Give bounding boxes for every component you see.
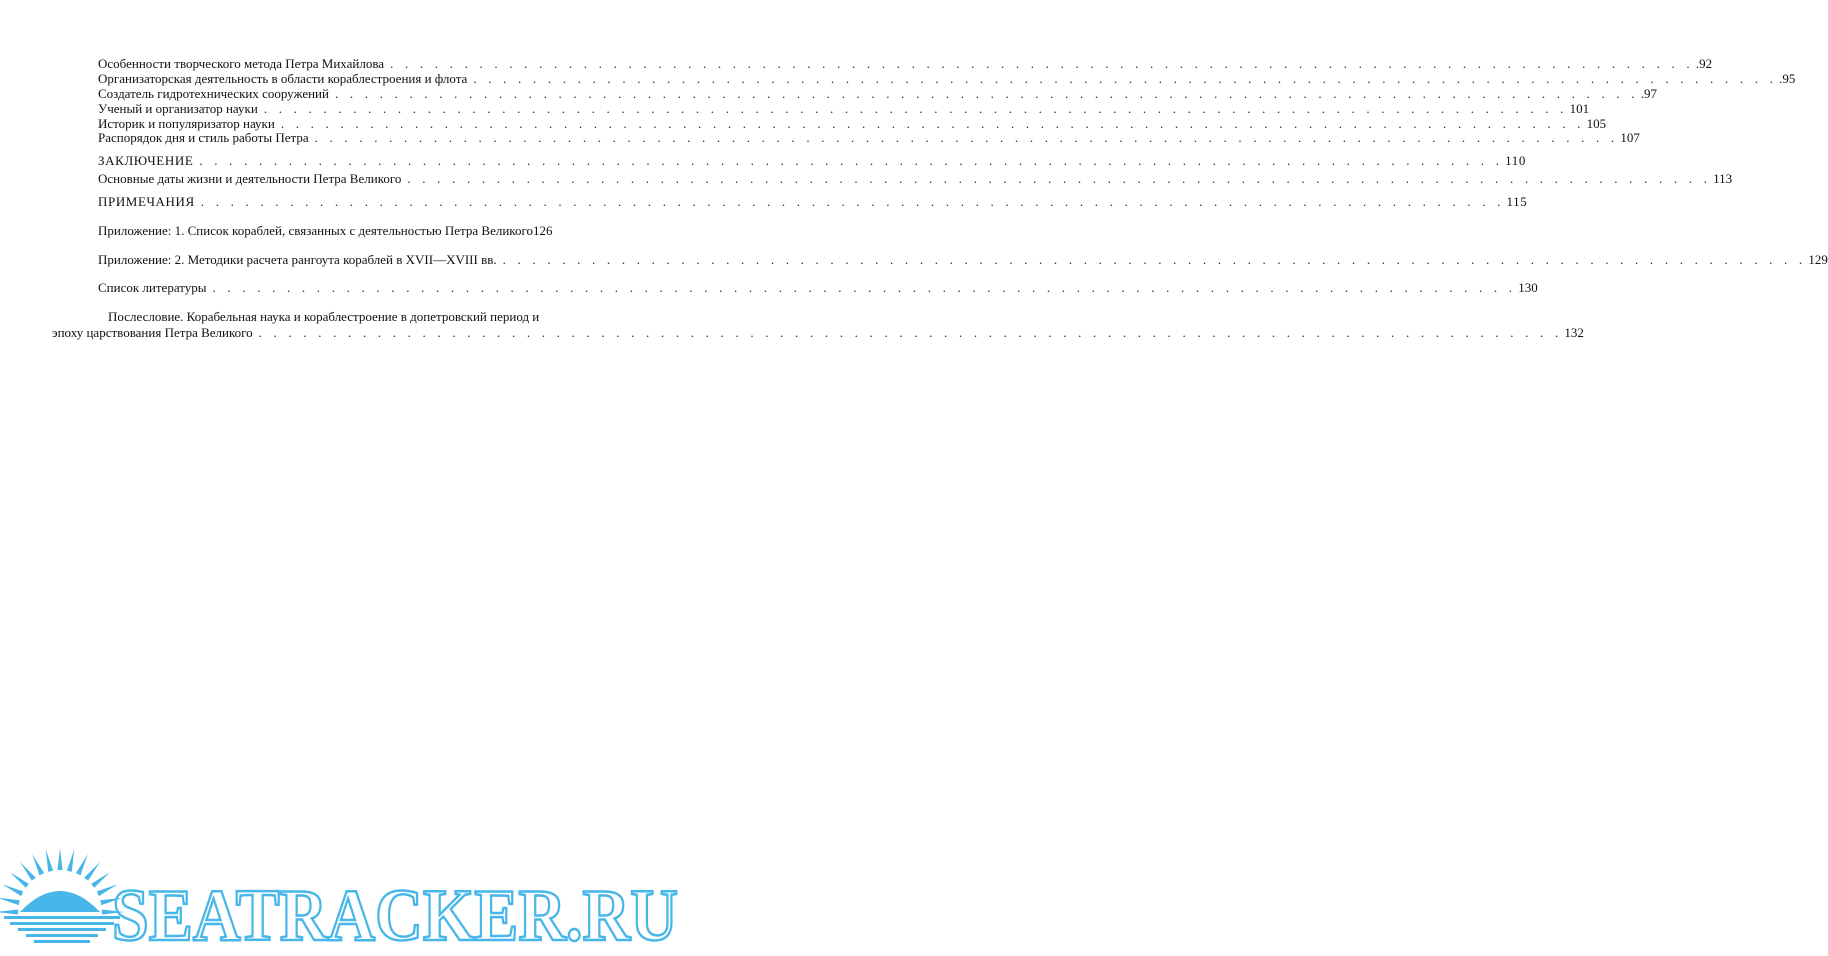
toc-heading-notes xyxy=(98,194,1528,209)
toc-entry xyxy=(98,223,590,238)
toc-entry-page: 110 xyxy=(1505,153,1526,168)
toc-entry-title: ЗАКЛЮЧЕНИЕ xyxy=(98,153,194,168)
toc-entry-title: эпоху царствования Петра Великого xyxy=(52,325,253,340)
toc-dot-leader xyxy=(335,86,1639,101)
toc-entry xyxy=(98,171,1733,186)
toc-heading-conclusion xyxy=(98,153,1526,168)
toc-entry-page: 105 xyxy=(1586,116,1607,131)
toc-entry-page: 113 xyxy=(1713,171,1733,186)
toc-dot-leader xyxy=(259,325,1563,340)
toc-entry-page: 129 xyxy=(1808,252,1828,267)
toc-dot-leader xyxy=(503,252,1807,267)
toc-entry xyxy=(98,252,1828,267)
toc-dot-leader xyxy=(315,130,1619,145)
toc-entry xyxy=(98,56,1713,71)
toc-dot-leader xyxy=(390,56,1694,71)
toc-entry-page: .95 xyxy=(1779,71,1796,86)
toc-afterword-line1: Послесловие. Корабельная наука и кораблестроение в допетровский период и xyxy=(108,309,540,324)
toc-entry-page: 126 xyxy=(532,223,553,238)
toc-entry-title: Организаторская деятельность в области кораблестроения и флота xyxy=(98,71,468,86)
watermark xyxy=(0,840,682,956)
toc-entry-title: Распорядок дня и стиль работы Петра xyxy=(98,130,309,145)
toc-entry xyxy=(98,71,1796,86)
toc-entry-title: Приложение: 2. Методики расчета рангоута кораблей в XVII—XVIII вв. xyxy=(98,252,497,267)
toc-entry-title: Список литературы xyxy=(98,280,207,295)
toc-entry-page: 115 xyxy=(1506,194,1528,209)
toc-entry xyxy=(98,101,1590,116)
toc-entry-title: Историк и популяризатор науки xyxy=(98,116,275,131)
toc-entry-title: Приложение: 1. Список кораблей, связанных с деятельностью Петра Великого xyxy=(98,223,533,238)
toc-dot-leader xyxy=(473,71,1777,86)
toc-entry xyxy=(98,280,1538,295)
toc-entry-page: .92 xyxy=(1695,56,1713,71)
watermark-graphic xyxy=(0,840,682,956)
toc-entry xyxy=(98,116,1607,131)
watermark-text: SEATRACKER.RU xyxy=(112,875,678,956)
wave-lines xyxy=(4,916,120,943)
toc-entry xyxy=(98,86,1657,101)
toc-dot-leader xyxy=(201,194,1505,209)
toc-dot-leader xyxy=(407,171,1711,186)
toc-entry-page: 101 xyxy=(1569,101,1590,116)
toc-dot-leader xyxy=(199,153,1503,168)
toc-dot-leader xyxy=(281,116,1585,131)
toc-entry-page: .97 xyxy=(1640,86,1657,101)
toc-entry-title: Основные даты жизни и деятельности Петра Великого xyxy=(98,171,402,186)
toc-entry-title: ПРИМЕЧАНИЯ xyxy=(98,194,195,209)
toc-entry-page: 132 xyxy=(1564,325,1584,340)
toc-entry xyxy=(98,130,1640,145)
toc-entry-title: Ученый и организатор науки xyxy=(98,101,258,116)
toc-afterword-entry xyxy=(52,325,1584,340)
sun-rays-icon xyxy=(0,848,124,915)
toc-entry-title: Особенности творческого метода Петра Михайлова xyxy=(98,56,385,71)
toc-entry-title: Создатель гидротехнических сооружений xyxy=(98,86,329,101)
toc-dot-leader xyxy=(264,101,1568,116)
toc-dot-leader xyxy=(213,280,1517,295)
toc-entry-page: 130 xyxy=(1518,280,1538,295)
toc-entry-page: 107 xyxy=(1620,130,1640,145)
